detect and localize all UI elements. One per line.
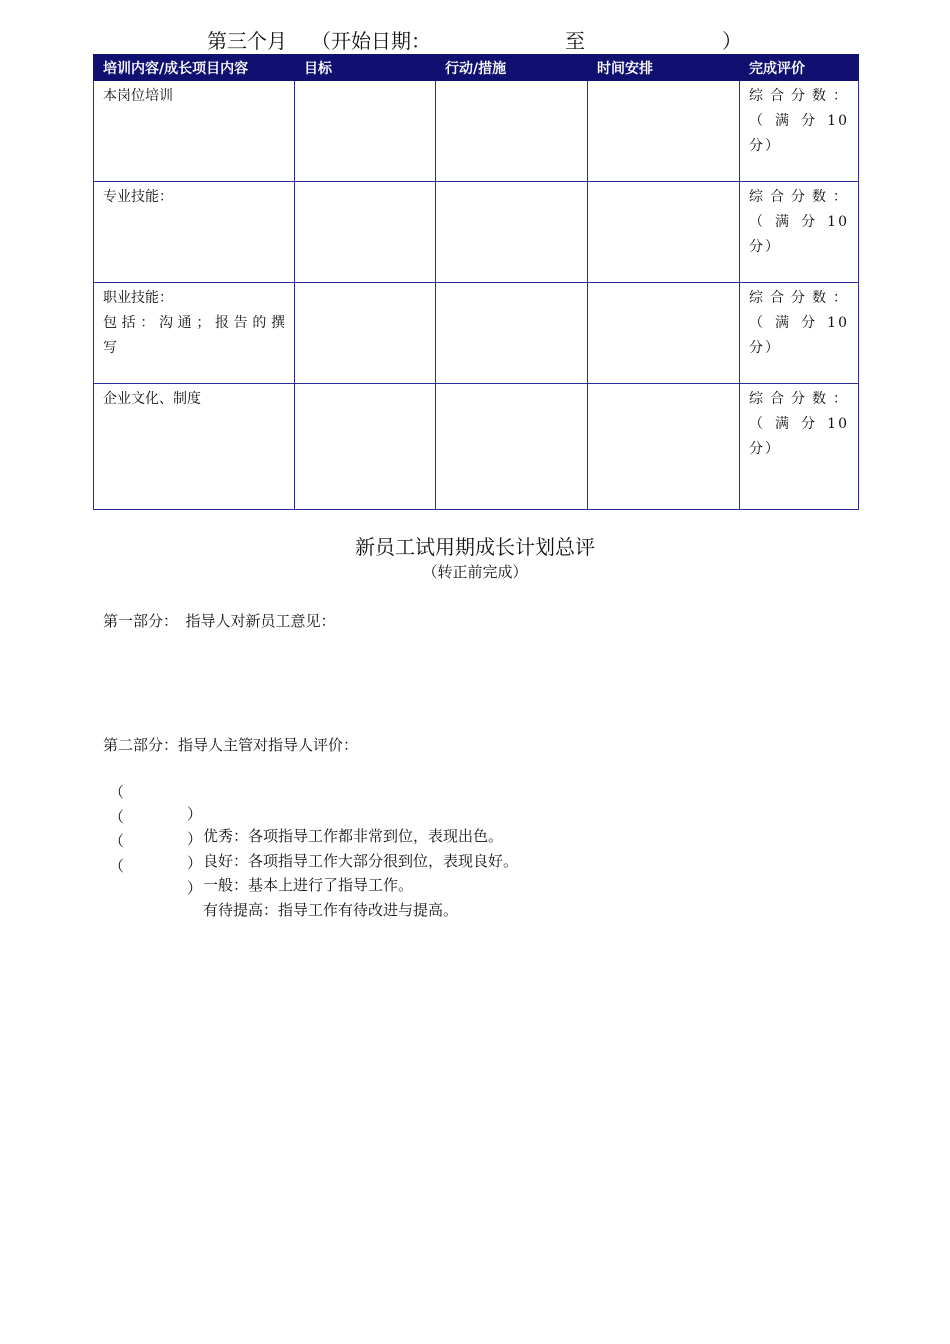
item-label: 企业文化、制度 — [103, 391, 201, 407]
table-header-row — [94, 55, 859, 81]
action-cell[interactable] — [436, 384, 588, 510]
goal-cell[interactable] — [295, 81, 436, 182]
header-action: 行动/措施 — [436, 55, 588, 81]
score-label: 综合分数： — [749, 88, 849, 104]
rating-option-text: 优秀：各项指导工作都非常到位，表现出色。 — [203, 827, 504, 845]
score-scale: （ 满 分 10 — [749, 113, 849, 129]
action-cell[interactable] — [436, 81, 588, 182]
table-row — [94, 283, 859, 384]
schedule-cell[interactable] — [588, 283, 740, 384]
date-close-paren: ） — [722, 29, 742, 53]
rating-option-text: 有待提高：指导工作有待改进与提高。 — [203, 901, 459, 919]
score-cell[interactable] — [740, 182, 859, 283]
header-goal: 目标 — [295, 55, 436, 81]
table-row — [94, 384, 859, 510]
rating-checkbox-close: ） — [187, 805, 203, 823]
score-unit: 分） — [749, 239, 781, 255]
month-header — [0, 27, 950, 55]
rating-checkbox-open: （ — [109, 857, 125, 875]
action-cell[interactable] — [436, 283, 588, 384]
score-label: 综合分数： — [749, 391, 849, 407]
score-unit: 分） — [749, 340, 781, 356]
item-cell — [94, 283, 295, 384]
score-label: 综合分数： — [749, 189, 849, 205]
score-unit: 分） — [749, 138, 781, 154]
header-content: 培训内容/成长项目内容 — [94, 55, 295, 81]
score-cell[interactable] — [740, 384, 859, 510]
item-detail: 包括：沟通；报告的撰 — [103, 315, 285, 331]
score-cell[interactable] — [740, 81, 859, 182]
item-cell — [94, 81, 295, 182]
table-row — [94, 182, 859, 283]
summary-title: 新员工试用期成长计划总评 — [355, 535, 595, 559]
goal-cell[interactable] — [295, 384, 436, 510]
rating-checkbox-open: （ — [109, 832, 125, 850]
header-schedule: 时间安排 — [588, 55, 740, 81]
goal-cell[interactable] — [295, 283, 436, 384]
item-detail: 写 — [103, 340, 117, 356]
score-scale: （ 满 分 10 — [749, 315, 849, 331]
action-cell[interactable] — [436, 182, 588, 283]
schedule-cell[interactable] — [588, 81, 740, 182]
schedule-cell[interactable] — [588, 384, 740, 510]
rating-checkbox-close: ） — [187, 879, 203, 897]
rating-checkbox-close: ） — [187, 830, 203, 848]
schedule-cell[interactable] — [588, 182, 740, 283]
item-label: 专业技能： — [103, 189, 173, 205]
rating-checkbox-close: ） — [187, 854, 203, 872]
item-label: 本岗位培训 — [103, 88, 173, 104]
header-evaluation: 完成评价 — [740, 55, 859, 81]
score-scale: （ 满 分 10 — [749, 416, 849, 432]
item-cell — [94, 182, 295, 283]
table-row — [94, 81, 859, 182]
rating-checkbox-open: （ — [109, 783, 125, 801]
training-plan-table — [93, 54, 859, 510]
rating-checkbox-open: （ — [109, 808, 125, 826]
part-one-label: 第一部分： 指导人对新员工意见： — [103, 612, 336, 630]
part-two-label: 第二部分：指导人主管对指导人评价： — [103, 736, 359, 754]
rating-option-text: 一般：基本上进行了指导工作。 — [203, 876, 414, 894]
score-cell[interactable] — [740, 283, 859, 384]
goal-cell[interactable] — [295, 182, 436, 283]
start-date-label: （开始日期： — [311, 29, 431, 53]
month-title: 第三个月 — [207, 29, 287, 53]
rating-option-text: 良好：各项指导工作大部分很到位，表现良好。 — [203, 852, 519, 870]
item-cell — [94, 384, 295, 510]
summary-subtitle: （转正前完成） — [422, 563, 528, 581]
score-scale: （ 满 分 10 — [749, 214, 849, 230]
score-unit: 分） — [749, 441, 781, 457]
date-to-label: 至 — [565, 29, 585, 53]
score-label: 综合分数： — [749, 290, 849, 306]
item-label: 职业技能： — [103, 290, 173, 306]
